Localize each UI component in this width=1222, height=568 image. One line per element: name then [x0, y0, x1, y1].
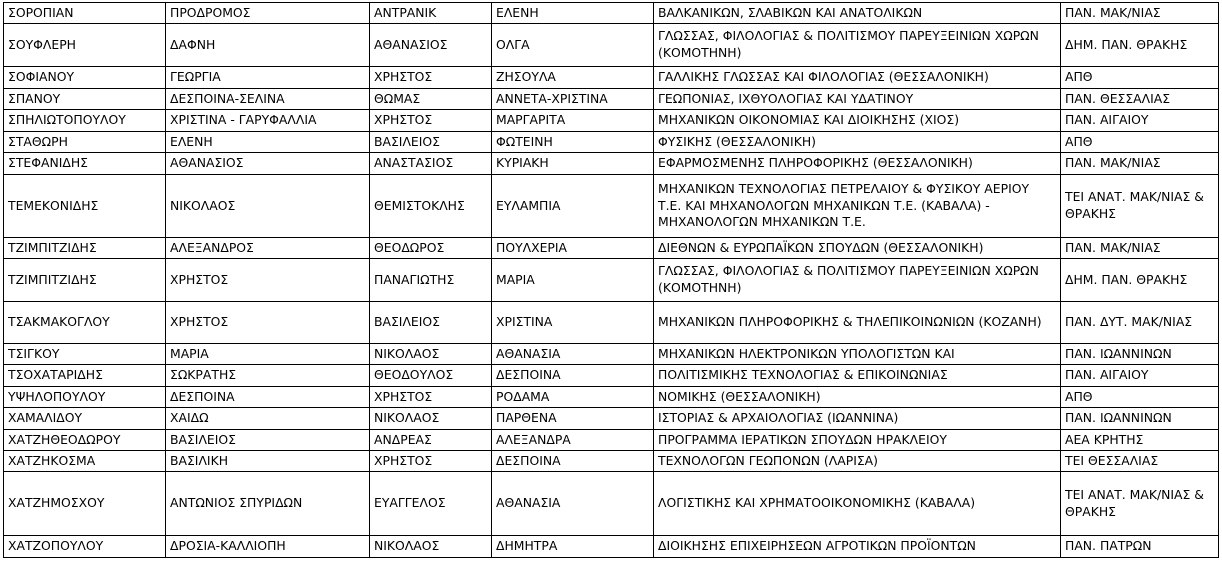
- mother-name-cell: ΑΛΕΞΑΝΔΡΑ: [492, 430, 654, 451]
- surname-cell: ΧΑΤΖΗΜΟΣΧΟΥ: [4, 472, 166, 536]
- table-row: [4, 132, 1219, 153]
- first-name-cell: ΑΝΤΩΝΙΟΣ ΣΠΥΡΙΔΩΝ: [166, 472, 370, 536]
- table-row: [4, 302, 1219, 344]
- table-row: [4, 365, 1219, 387]
- table-row: [4, 259, 1219, 302]
- department-cell: ΔΙΕΘΝΩΝ & ΕΥΡΩΠΑΪΚΩΝ ΣΠΟΥΔΩΝ (ΘΕΣΣΑΛΟΝΙΚΗ): [654, 238, 1061, 259]
- table-row: [4, 89, 1219, 110]
- table-row: [4, 430, 1219, 451]
- mother-name-cell: ΑΘΑΝΑΣΙΑ: [492, 472, 654, 536]
- mother-name-cell: ΑΝΝΕΤΑ-ΧΡΙΣΤΙΝΑ: [492, 89, 654, 110]
- institution-cell: ΤΕΙ ΑΝΑΤ. ΜΑΚ/ΝΙΑΣ & ΘΡΑΚΗΣ: [1061, 472, 1219, 536]
- institution-cell: ΑΠΘ: [1061, 387, 1219, 408]
- mother-name-cell: ΟΛΓΑ: [492, 24, 654, 67]
- department-cell: ΓΛΩΣΣΑΣ, ΦΙΛΟΛΟΓΙΑΣ & ΠΟΛΙΤΙΣΜΟΥ ΠΑΡΕΥΞΕΙΝΙΩΝ ΧΩΡΩΝ (ΚΟΜΟΤΗΝΗ): [654, 24, 1061, 67]
- father-name-cell: ΧΡΗΣΤΟΣ: [370, 110, 492, 132]
- surname-cell: ΤΣΟΧΑΤΑΡΙΔΗΣ: [4, 365, 166, 387]
- mother-name-cell: ΜΑΡΙΑ: [492, 259, 654, 302]
- first-name-cell: ΔΕΣΠΟΙΝΑ: [166, 387, 370, 408]
- surname-cell: ΣΤΕΦΑΝΙΔΗΣ: [4, 153, 166, 175]
- mother-name-cell: ΠΑΡΘΕΝΑ: [492, 408, 654, 430]
- table-row: [4, 408, 1219, 430]
- department-cell: ΒΑΛΚΑΝΙΚΩΝ, ΣΛΑΒΙΚΩΝ ΚΑΙ ΑΝΑΤΟΛΙΚΩΝ: [654, 3, 1061, 24]
- department-cell: ΙΣΤΟΡΙΑΣ & ΑΡΧΑΙΟΛΟΓΙΑΣ (ΙΩΑΝΝΙΝΑ): [654, 408, 1061, 430]
- first-name-cell: ΧΡΙΣΤΙΝΑ - ΓΑΡΥΦΑΛΛΙΑ: [166, 110, 370, 132]
- institution-cell: ΠΑΝ. ΜΑΚ/ΝΙΑΣ: [1061, 238, 1219, 259]
- table-row: [4, 3, 1219, 24]
- department-cell: ΓΕΩΠΟΝΙΑΣ, ΙΧΘΥΟΛΟΓΙΑΣ ΚΑΙ ΥΔΑΤΙΝΟΥ: [654, 89, 1061, 110]
- surname-cell: ΥΨΗΛΟΠΟΥΛΟΥ: [4, 387, 166, 408]
- institution-cell: ΠΑΝ. ΙΩΑΝΝΙΝΩΝ: [1061, 408, 1219, 430]
- father-name-cell: ΧΡΗΣΤΟΣ: [370, 67, 492, 89]
- institution-cell: ΑΕΑ ΚΡΗΤΗΣ: [1061, 430, 1219, 451]
- department-cell: ΜΗΧΑΝΙΚΩΝ ΤΕΧΝΟΛΟΓΙΑΣ ΠΕΤΡΕΛΑΙΟΥ & ΦΥΣΙΚΟΥ ΑΕΡΙΟΥ Τ.Ε. ΚΑΙ ΜΗΧΑΝΟΛΟΓΩΝ ΜΗΧΑΝΙΚΩΝ Τ.Ε. (ΚΑΒΑΛΑ) - ΜΗΧΑΝΟΛΟΓΩΝ ΜΗΧΑΝΙΚΩΝ Τ.Ε.: [654, 175, 1061, 238]
- first-name-cell: ΑΘΑΝΑΣΙΟΣ: [166, 153, 370, 175]
- mother-name-cell: ΠΟΥΛΧΕΡΙΑ: [492, 238, 654, 259]
- table-row: [4, 175, 1219, 238]
- mother-name-cell: ΧΡΙΣΤΙΝΑ: [492, 302, 654, 344]
- mother-name-cell: ΦΩΤΕΙΝΗ: [492, 132, 654, 153]
- first-name-cell: ΧΡΗΣΤΟΣ: [166, 302, 370, 344]
- surname-cell: ΧΑΜΑΛΙΔΟΥ: [4, 408, 166, 430]
- mother-name-cell: ΕΛΕΝΗ: [492, 3, 654, 24]
- surname-cell: ΤΣΙΓΚΟΥ: [4, 344, 166, 365]
- first-name-cell: ΔΕΣΠΟΙΝΑ-ΣΕΛΙΝΑ: [166, 89, 370, 110]
- father-name-cell: ΘΕΟΔΩΡΟΣ: [370, 238, 492, 259]
- table-row: [4, 387, 1219, 408]
- institution-cell: ΤΕΙ ΘΕΣΣΑΛΙΑΣ: [1061, 451, 1219, 472]
- surname-cell: ΣΠΗΛΙΩΤΟΠΟΥΛΟΥ: [4, 110, 166, 132]
- father-name-cell: ΒΑΣΙΛΕΙΟΣ: [370, 132, 492, 153]
- department-cell: ΔΙΟΙΚΗΣΗΣ ΕΠΙΧΕΙΡΗΣΕΩΝ ΑΓΡΟΤΙΚΩΝ ΠΡΟΪΟΝΤΩΝ: [654, 536, 1061, 558]
- institution-cell: ΠΑΝ. ΜΑΚ/ΝΙΑΣ: [1061, 153, 1219, 175]
- mother-name-cell: ΑΘΑΝΑΣΙΑ: [492, 344, 654, 365]
- institution-cell: ΔΗΜ. ΠΑΝ. ΘΡΑΚΗΣ: [1061, 24, 1219, 67]
- department-cell: ΜΗΧΑΝΙΚΩΝ ΗΛΕΚΤΡΟΝΙΚΩΝ ΥΠΟΛΟΓΙΣΤΩΝ ΚΑΙ: [654, 344, 1061, 365]
- father-name-cell: ΝΙΚΟΛΑΟΣ: [370, 408, 492, 430]
- father-name-cell: ΑΝΔΡΕΑΣ: [370, 430, 492, 451]
- first-name-cell: ΕΛΕΝΗ: [166, 132, 370, 153]
- surname-cell: ΤΖΙΜΠΙΤΖΙΔΗΣ: [4, 259, 166, 302]
- father-name-cell: ΑΝΑΣΤΑΣΙΟΣ: [370, 153, 492, 175]
- department-cell: ΦΥΣΙΚΗΣ (ΘΕΣΣΑΛΟΝΙΚΗ): [654, 132, 1061, 153]
- table-row: [4, 153, 1219, 175]
- first-name-cell: ΝΙΚΟΛΑΟΣ: [166, 175, 370, 238]
- first-name-cell: ΠΡΟΔΡΟΜΟΣ: [166, 3, 370, 24]
- surname-cell: ΤΣΑΚΜΑΚΟΓΛΟΥ: [4, 302, 166, 344]
- mother-name-cell: ΔΕΣΠΟΙΝΑ: [492, 365, 654, 387]
- institution-cell: ΠΑΝ. ΠΑΤΡΩΝ: [1061, 536, 1219, 558]
- mother-name-cell: ΜΑΡΓΑΡΙΤΑ: [492, 110, 654, 132]
- institution-cell: ΠΑΝ. ΔΥΤ. ΜΑΚ/ΝΙΑΣ: [1061, 302, 1219, 344]
- institution-cell: ΠΑΝ. ΑΙΓΑΙΟΥ: [1061, 110, 1219, 132]
- department-cell: ΓΛΩΣΣΑΣ, ΦΙΛΟΛΟΓΙΑΣ & ΠΟΛΙΤΙΣΜΟΥ ΠΑΡΕΥΞΕΙΝΙΩΝ ΧΩΡΩΝ (ΚΟΜΟΤΗΝΗ): [654, 259, 1061, 302]
- institution-cell: ΔΗΜ. ΠΑΝ. ΘΡΑΚΗΣ: [1061, 259, 1219, 302]
- father-name-cell: ΧΡΗΣΤΟΣ: [370, 387, 492, 408]
- department-cell: ΜΗΧΑΝΙΚΩΝ ΠΛΗΡΟΦΟΡΙΚΗΣ & ΤΗΛΕΠΙΚΟΙΝΩΝΙΩΝ (ΚΟΖΑΝΗ): [654, 302, 1061, 344]
- department-cell: ΓΑΛΛΙΚΗΣ ΓΛΩΣΣΑΣ ΚΑΙ ΦΙΛΟΛΟΓΙΑΣ (ΘΕΣΣΑΛΟΝΙΚΗ): [654, 67, 1061, 89]
- father-name-cell: ΘΩΜΑΣ: [370, 89, 492, 110]
- department-cell: ΠΟΛΙΤΙΣΜΙΚΗΣ ΤΕΧΝΟΛΟΓΙΑΣ & ΕΠΙΚΟΙΝΩΝΙΑΣ: [654, 365, 1061, 387]
- mother-name-cell: ΔΗΜΗΤΡΑ: [492, 536, 654, 558]
- father-name-cell: ΒΑΣΙΛΕΙΟΣ: [370, 302, 492, 344]
- surname-cell: ΣΟΦΙΑΝΟΥ: [4, 67, 166, 89]
- institution-cell: ΑΠΘ: [1061, 132, 1219, 153]
- surname-cell: ΤΕΜΕΚΟΝΙΔΗΣ: [4, 175, 166, 238]
- father-name-cell: ΑΝΤΡΑΝΙΚ: [370, 3, 492, 24]
- table-row: [4, 472, 1219, 536]
- department-cell: ΕΦΑΡΜΟΣΜΕΝΗΣ ΠΛΗΡΟΦΟΡΙΚΗΣ (ΘΕΣΣΑΛΟΝΙΚΗ): [654, 153, 1061, 175]
- department-cell: ΛΟΓΙΣΤΙΚΗΣ ΚΑΙ ΧΡΗΜΑΤΟΟΙΚΟΝΟΜΙΚΗΣ (ΚΑΒΑΛΑ): [654, 472, 1061, 536]
- table-row: [4, 110, 1219, 132]
- table-row: [4, 238, 1219, 259]
- institution-cell: ΤΕΙ ΑΝΑΤ. ΜΑΚ/ΝΙΑΣ & ΘΡΑΚΗΣ: [1061, 175, 1219, 238]
- father-name-cell: ΑΘΑΝΑΣΙΟΣ: [370, 24, 492, 67]
- surname-cell: ΧΑΤΖΗΘΕΟΔΩΡΟΥ: [4, 430, 166, 451]
- mother-name-cell: ΖΗΣΟΥΛΑ: [492, 67, 654, 89]
- institution-cell: ΠΑΝ. ΜΑΚ/ΝΙΑΣ: [1061, 3, 1219, 24]
- father-name-cell: ΧΡΗΣΤΟΣ: [370, 451, 492, 472]
- first-name-cell: ΒΑΣΙΛΙΚΗ: [166, 451, 370, 472]
- father-name-cell: ΕΥΑΓΓΕΛΟΣ: [370, 472, 492, 536]
- father-name-cell: ΝΙΚΟΛΑΟΣ: [370, 344, 492, 365]
- surname-cell: ΣΟΡΟΠΙΑΝ: [4, 3, 166, 24]
- first-name-cell: ΔΑΦΝΗ: [166, 24, 370, 67]
- surname-cell: ΣΤΑΘΩΡΗ: [4, 132, 166, 153]
- department-cell: ΠΡΟΓΡΑΜΜΑ ΙΕΡΑΤΙΚΩΝ ΣΠΟΥΔΩΝ ΗΡΑΚΛΕΙΟΥ: [654, 430, 1061, 451]
- table-body: [4, 3, 1219, 558]
- department-cell: ΤΕΧΝΟΛΟΓΩΝ ΓΕΩΠΟΝΩΝ (ΛΑΡΙΣΑ): [654, 451, 1061, 472]
- table-row: [4, 451, 1219, 472]
- department-cell: ΜΗΧΑΝΙΚΩΝ ΟΙΚΟΝΟΜΙΑΣ ΚΑΙ ΔΙΟΙΚΗΣΗΣ (ΧΙΟΣ): [654, 110, 1061, 132]
- first-name-cell: ΧΡΗΣΤΟΣ: [166, 259, 370, 302]
- table-row: [4, 536, 1219, 558]
- surname-cell: ΣΟΥΦΛΕΡΗ: [4, 24, 166, 67]
- table-row: [4, 67, 1219, 89]
- surname-cell: ΧΑΤΖΟΠΟΥΛΟΥ: [4, 536, 166, 558]
- first-name-cell: ΣΩΚΡΑΤΗΣ: [166, 365, 370, 387]
- surname-cell: ΤΖΙΜΠΙΤΖΙΔΗΣ: [4, 238, 166, 259]
- institution-cell: ΠΑΝ. ΑΙΓΑΙΟΥ: [1061, 365, 1219, 387]
- surname-cell: ΣΠΑΝΟΥ: [4, 89, 166, 110]
- father-name-cell: ΘΕΟΔΟΥΛΟΣ: [370, 365, 492, 387]
- father-name-cell: ΝΙΚΟΛΑΟΣ: [370, 536, 492, 558]
- first-name-cell: ΜΑΡΙΑ: [166, 344, 370, 365]
- first-name-cell: ΧΑΙΔΩ: [166, 408, 370, 430]
- mother-name-cell: ΡΟΔΑΜΑ: [492, 387, 654, 408]
- surname-cell: ΧΑΤΖΗΚΟΣΜΑ: [4, 451, 166, 472]
- mother-name-cell: ΔΕΣΠΟΙΝΑ: [492, 451, 654, 472]
- first-name-cell: ΑΛΕΞΑΝΔΡΟΣ: [166, 238, 370, 259]
- father-name-cell: ΠΑΝΑΓΙΩΤΗΣ: [370, 259, 492, 302]
- institution-cell: ΠΑΝ. ΙΩΑΝΝΙΝΩΝ: [1061, 344, 1219, 365]
- institution-cell: ΠΑΝ. ΘΕΣΣΑΛΙΑΣ: [1061, 89, 1219, 110]
- department-cell: ΝΟΜΙΚΗΣ (ΘΕΣΣΑΛΟΝΙΚΗ): [654, 387, 1061, 408]
- results-table: [3, 2, 1219, 558]
- father-name-cell: ΘΕΜΙΣΤΟΚΛΗΣ: [370, 175, 492, 238]
- mother-name-cell: ΚΥΡΙΑΚΗ: [492, 153, 654, 175]
- first-name-cell: ΓΕΩΡΓΙΑ: [166, 67, 370, 89]
- first-name-cell: ΒΑΣΙΛΕΙΟΣ: [166, 430, 370, 451]
- table-row: [4, 344, 1219, 365]
- institution-cell: ΑΠΘ: [1061, 67, 1219, 89]
- first-name-cell: ΔΡΟΣΙΑ-ΚΑΛΛΙΟΠΗ: [166, 536, 370, 558]
- mother-name-cell: ΕΥΛΑΜΠΙΑ: [492, 175, 654, 238]
- table-row: [4, 24, 1219, 67]
